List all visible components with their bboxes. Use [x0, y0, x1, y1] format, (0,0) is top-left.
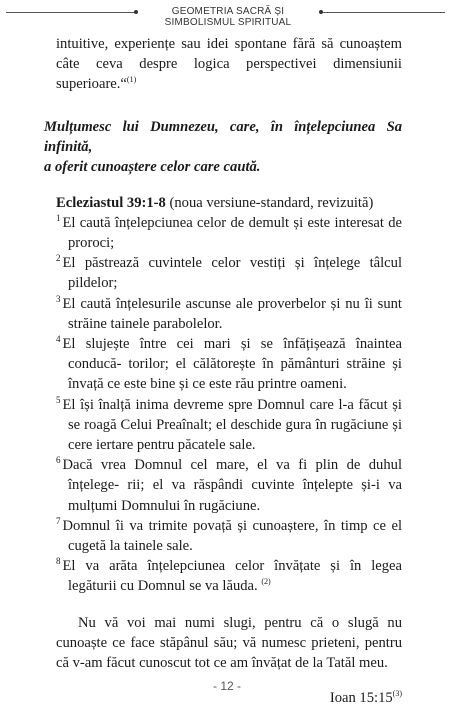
verse-8	[56, 556, 402, 596]
footnote-ref-1: (1)	[126, 75, 137, 85]
verse-5	[56, 395, 402, 456]
verse-number: 7	[56, 516, 61, 526]
footnote-ref-2: (2)	[261, 577, 271, 587]
intro-line-2: ceva despre logica perspectivei dimensiunii superioare.“	[56, 56, 402, 93]
header-rule-left	[6, 12, 134, 13]
footnote-ref-3: (3)	[392, 689, 402, 699]
verse-number: 2	[56, 253, 61, 264]
verse-text-l2: roagă Celui Preaînalt; el deschide gura în rugăciune și cere	[68, 416, 403, 454]
thanks-line-1: Mulțumesc lui Dumnezeu, care, în înțelepciunea Sa infinită,	[44, 118, 402, 155]
verse-number: 4	[56, 334, 61, 345]
verse-text-l1: El își înalță inima devreme spre Domnul care l-a făcut și se	[62, 396, 402, 433]
header-title: GEOMETRIA SACRĂ ȘI SIMBOLISMUL SPIRITUAL	[164, 6, 292, 28]
intro-paragraph	[56, 34, 402, 95]
verse-number: 3	[56, 293, 61, 304]
running-header	[0, 6, 454, 28]
verse-list	[56, 213, 402, 597]
verse-7	[56, 516, 402, 556]
quote-source-text: Ioan 15:15	[329, 689, 393, 706]
verse-text-l2: torilor; el călătorește în pământuri străine și învață ce este	[68, 356, 402, 393]
verse-text-l1: El slujește între cei mari și se înfățișează înaintea conducă-	[62, 336, 402, 373]
verse-text-l3: bine și ce este rău printre oameni.	[150, 376, 347, 393]
verse-text-l3: iertare pentru păcatele sale.	[95, 437, 256, 454]
verse-number: 8	[56, 556, 61, 567]
quote-line-2: ce face stăpânul său; vă numesc prieteni, pentru că v-am făcut	[56, 634, 402, 672]
verse-text-l1: El caută înțelepciunea celor de demult și este interesat de	[62, 214, 402, 231]
page-body	[44, 34, 403, 708]
verse-number: 5	[56, 394, 61, 405]
intro-line-1: intuitive, experiențe sau idei spontane fără să cunoaștem câte	[56, 36, 402, 73]
verse-text-l3: în rugăciune.	[183, 497, 261, 514]
verse-text-l2: cugetă la tainele sale.	[68, 538, 193, 555]
verse-text-l1: El păstrează cuvintele celor vestiți și înțelege tâlcul pildelor;	[62, 255, 402, 292]
verse-text-l2: cu Domnul se va lăuda.	[120, 578, 258, 595]
scripture-reference	[56, 193, 402, 213]
verse-text-l1: Domnul îi va trimite povață și cunoaștere, în timp ce el	[62, 517, 402, 534]
verse-1	[56, 213, 402, 253]
quote-line-3: cunoscut tot ce am învățat de la Tatăl meu.	[139, 655, 388, 672]
verse-text-l2: proroci;	[68, 235, 115, 252]
thanks-statement	[44, 117, 402, 177]
verse-6	[56, 455, 402, 516]
verse-4	[56, 334, 402, 395]
verse-number: 6	[56, 455, 61, 466]
reference-citation: Ecleziastul 39:1-8	[56, 194, 166, 211]
closing-quote	[56, 613, 402, 674]
reference-version: (noua versiune-standard, revizuită)	[165, 194, 374, 211]
verse-text-l1: Dacă vrea Domnul cel mare, el va fi plin de duhul înțelege-	[62, 457, 402, 494]
verse-text-l2: rii; el va răspândi cuvinte înțelepte și-i va mulțumi Domnului	[68, 477, 402, 514]
page-number: - 12 -	[212, 679, 241, 693]
verse-2	[56, 253, 402, 293]
verse-text-l1: El va arăta înțelepciunea celor învățate și în legea legăturii	[62, 558, 402, 595]
verse-number: 1	[56, 212, 61, 223]
header-rule-right	[323, 12, 445, 13]
verse-text-l1: El caută înțelesurile ascunse ale proverbelor și nu îi sunt	[62, 295, 402, 312]
verse-3	[56, 294, 402, 334]
verse-text-l2: străine tainele parabolelor.	[68, 315, 223, 332]
thanks-line-2: a oferit cunoaștere celor care caută.	[44, 158, 261, 175]
quote-line-1: Nu vă voi mai numi slugi, pentru că o slugă nu cunoaște	[56, 614, 402, 651]
header-dot-left	[134, 10, 138, 14]
